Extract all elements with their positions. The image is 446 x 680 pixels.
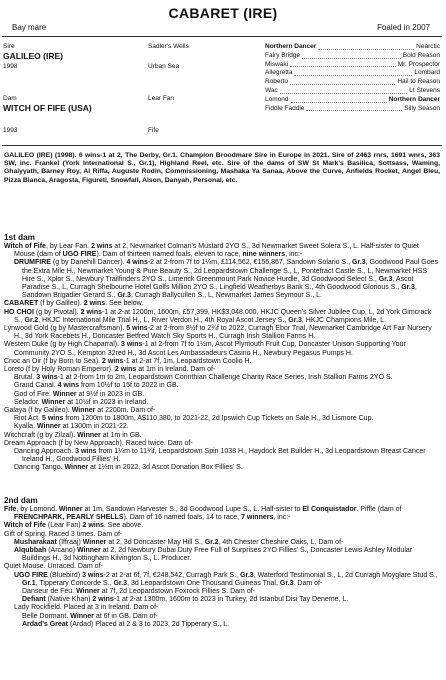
- pedigree-bottom-rule: [2, 145, 442, 146]
- foaled-year: Foaled in 2007: [377, 23, 430, 32]
- produce-entry: Musharakaat (Iffraaj) Winner at 2, 3d Doncaster May Hill S., Gr.2, 4th Chester Cheshire Oaks, L. Dam of-: [14, 538, 344, 546]
- dam-name: WITCH OF FIFE (USA): [3, 103, 92, 113]
- produce-entry: Alqubbah (Arcano) Winner at 2, 2d Newbury Dubai Duty Free Full of Surprises 2YO Fillies' S., Doncaster Lewis Ashley Modular Buildings H., 3d Nottingham Kilvington S., L. Producer.: [14, 547, 413, 563]
- sire-label: Sire: [3, 43, 15, 50]
- produce-entry: Selador. Winner at 10½f in 2023 in Ireland.: [14, 398, 149, 406]
- produce-entry: Riot Act. 5 wins from 1200m to 1800m, A$110,380, to 2021-22, 2d Ipswich Cup Tickets on Sale H., 3d Lismore Cup.: [14, 415, 374, 423]
- produce-entry: UGO FIRE (Bluebird) 3 wins-2 at 2-at 6f, 7f, €248,542, Curragh Park S., Gr.3, Waterford Testimonial S., L, 2d Curragh Moyglare Stud S., Gr.1, Tipperary Concorde S., Gr.3, 3d Leopardstown One Thousand Guineas Trial, Gr.3. Dam of-: [14, 571, 438, 587]
- second-dam-section: [4, 494, 440, 629]
- produce-entry: Witch of Fife (Lear Fan) 2 wins. See above.: [4, 522, 144, 530]
- first-dam-heading: 1st dam: [4, 233, 35, 242]
- ggp-row: Fairy Bridge Bold Reason: [265, 51, 440, 59]
- sire-year: 1998: [3, 63, 18, 70]
- dam-label: Dam: [3, 95, 17, 102]
- ggp-row: Allegretta Lombard: [265, 69, 440, 77]
- produce-entry: Galaya (f by Galileo). Winner at 2200m. Dam of-: [4, 407, 156, 415]
- produce-entry: HO CHOI (g by Pivotal). 2 wins-1 at 2-at 1200m, 1600m, £57,399, HK$3,048,000, HKJC Queen's Silver Jubilee Cup, L, 2d York Gimcrack S., Gr.2, HKJC International Mile Trial H., L, River Verdon H., 4th Royal Ascot Jersey S., Gr.3, HKJC Champions Mile, L.: [4, 308, 432, 324]
- produce-entry: Brutal. 3 wins-1 at 2-from 1m to 2m, Leopardstown Corinthian Challenge Charity Race Series, Irish Stallion Farms 2YO S.: [14, 374, 393, 382]
- second-dam-entries: [4, 506, 440, 629]
- produce-entry: Dream Approach (f by New Approach). Raced twice. Dam of-: [4, 439, 193, 447]
- produce-entry: Witch of Fife, by Lear Fan. 2 wins at 2, Newmarket Colman's Mustard 2YO S., 3d Newmarket Sweet Solera S., L. Half-sister to Quiet Mouse (dam of UGO FIRE). Dam of thirteen named foals, eleven to race, nine winners, inc:-: [4, 243, 419, 259]
- produce-entry: Lynwood Gold (g by Mastercraftsman). 5 wins-2 at 2-from 8½f to 2¾f to 2022, Curragh Ebor Trial, Newmarket Cambridge Art Fair Nursery H., 3d York Racebets H., Doncaster Betfred Watch Sky Sports H., Curragh Irish Stallion Farms H.: [4, 325, 432, 341]
- produce-entry: Lady Rockfield. Placed at 3 in Ireland. Dam of-: [14, 604, 159, 612]
- first-dam-entries: [4, 243, 440, 473]
- produce-entry: Dancing Tango. Winner at 1¼m in 2022, 3d Ascot Donation Box Fillies' S.: [14, 464, 243, 472]
- granddam-2: Fife: [148, 127, 159, 134]
- dam-year: 1993: [3, 127, 18, 134]
- ggp-row: Wac Lt Stevens: [265, 86, 440, 94]
- produce-entry: DRUMFIRE (g by Danehill Dancer). 4 wins-2 at 2-from 7f to 1¼m, £114,562, €156,867, Sandown Solario S., Gr.3, Goodwood Paul Goes the Extra Mile H., Newmarket Young & Pure Beauty S., 2d Leopardstown Challenge S., L, Pontefract Castle S., L, Newmarket HSS Hire S., Xplor S., Newbury Trailfinders 2YO S., Limerick Greenmount Park Novice Hurdle, 3d Goodwood Select S., Gr.3, Ascot Paradise S., L, Curragh Shelbourne Hotel Golfs Million 2YO S., Lingfield Weatherbys Bank S., 4th Goodwood Glorious S., Gr.3, Sandown Brigadier Gerard S., Gr.3, Curragh Ballycullen S., L, Newmarket James Seymour S., L.: [14, 259, 439, 300]
- produce-entry: Quiet Mouse. Unraced. Dam of-: [4, 563, 103, 571]
- ggp-row: Miswaki Mr. Prospector: [265, 60, 440, 68]
- produce-entry: Fife, by Lomond. Winner at 1m, Sandown Harvester S., 3d Goodwood Lupe S., L. Half-sister to El Conquistador. Piffle (dam of FRENCHPARK, PEARLY SHELLS). Dam of 16 named foals, 14 to race, 7 winners, inc:-: [4, 506, 402, 522]
- produce-entry: Ardad's Great (Ardad) Placed at 2 & 3 to 2023, 2d Tipperary S., L.: [22, 620, 230, 628]
- ggp-row: Northern Dancer Nearctic: [265, 43, 440, 50]
- produce-entry: Western Duke (g by High Chaparral). 3 wins-1 at 2-from 7f to 1½m, Ascot Plymouth Fruit Cup, Doncaster Unison Supporting Your Community 2YO S., Kempton 32red H., 3d Ascot Les Ambassadeurs Casino H., Newbury Pegasus Pumps H.: [4, 341, 406, 357]
- horse-sex: Bay mare: [12, 23, 47, 32]
- ggp-row: Roberto Hail to Reason: [265, 78, 440, 86]
- produce-entry: Grand Canal. 4 wins from 10½f to 15f to 2022 in GB.: [14, 382, 179, 390]
- produce-entry: CABARET (f by Galileo). 2 wins. See below.: [4, 300, 144, 308]
- produce-entry: Witchcraft (g by Zilzal). Winner at 1m in GB.: [4, 431, 142, 439]
- horse-title: CABARET (IRE): [168, 5, 278, 21]
- produce-entry: Loreto (f by Holy Roman Emperor). 2 wins at 1m in Ireland. Dam of-: [4, 366, 216, 374]
- produce-entry: Cnoc an Oir (f by Born to Sea). 2 wins-1 at 2-at 7f, 1m, Leopardstown Coolio H.: [4, 357, 252, 365]
- produce-entry: Gift of Spring. Raced 3 times. Dam of-: [4, 530, 123, 538]
- produce-entry: Defiant (Native Khan) 2 wins-1 at 2-at 1300m, 1600m to 2023 in Turkey, 2d Istanbul Disi Tay Deneme, L.: [22, 596, 349, 604]
- produce-entry: Belle Dormant. Winner at 6f in GB. Dam of-: [22, 612, 158, 620]
- produce-entry: Danseur de Feu. Winner at 7f, 2d Leopardstown Foxrock Fillies S. Dam of-: [22, 588, 255, 596]
- pedigree-top-rule: [2, 36, 442, 37]
- granddam-1: Urban Sea: [148, 63, 180, 70]
- sire-name: GALILEO (IRE): [3, 51, 63, 61]
- ggp-row: Lomond Northern Dancer: [265, 95, 440, 103]
- second-dam-heading: 2nd dam: [4, 496, 38, 505]
- great-grandparents: [265, 43, 440, 113]
- first-dam-section: [4, 231, 440, 473]
- produce-entry: Kyalla. Winner at 1300m in 2021-22.: [14, 423, 129, 431]
- ggp-row: Fiddle Faddle Silly Season: [265, 104, 440, 112]
- grandsire-1: Sadler's Wells: [148, 43, 189, 50]
- produce-entry: Dancing Approach. 3 wins from 1¼m to 11¾f, Leopardstown Spin 1038 H., Haydock Bet Builder H., 3d Leopardstown Breast Cancer Ireland H., Goodwood Fillies' H.: [14, 448, 426, 464]
- grandsire-2: Lear Fan: [148, 95, 175, 102]
- sire-summary: GALILEO (IRE) (1998). 6 wins-1 at 2, The Derby, Gr.1. Champion Broodmare Sire in Europe in 2021. Sire of 2463 rnrs, 1691 wnrs, 363 SW, inc. Frankel (York International S., Gr.1), Highland Reel, etc. Sire of the dams of SW St Mark's Basilica, Sottsass, Waming, Ghaiyyath, Barney Roy, Al Riffa, Auguste Rodin, Commissioning, Mashaka Ya Sanaa, Above the Curve, Anfields Rocket, Angel Bleu, Pizza Bianca, Aragosta, Figureti, Snowfall, Alson, Danyah, Personal, etc.: [4, 152, 440, 184]
- produce-entry: God of Fire. Winner at 9½f in 2023 in GB.: [14, 390, 145, 398]
